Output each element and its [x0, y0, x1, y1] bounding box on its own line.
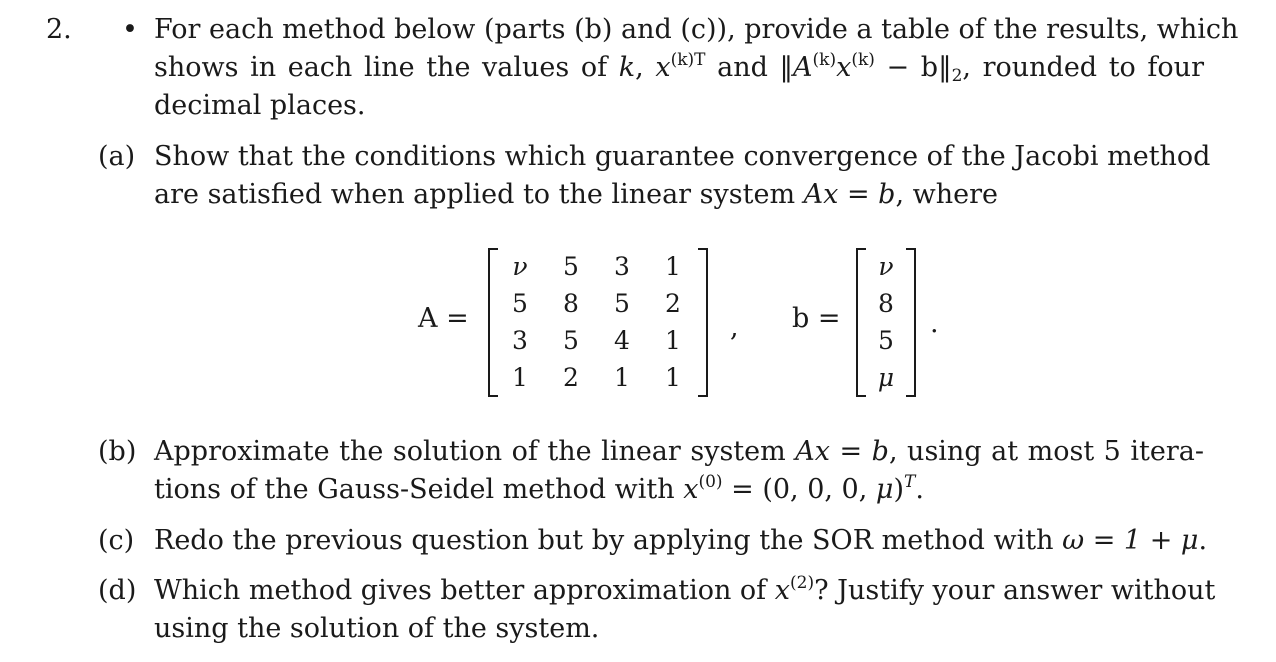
x2-term: $x^{(2)}$: [774, 573, 815, 606]
part-d-label: (d): [98, 575, 137, 606]
part-a-equation: Ax = b: [803, 179, 896, 210]
part-b-line-1: Approximate the solution of the linear system Ax = b, using at most 5 itera-: [154, 436, 1204, 467]
matrix-a-cell: 1: [665, 326, 681, 355]
residual-norm: $‖A^{(k)}x^{(k)}$ − $b‖_2$: [779, 50, 963, 86]
matrix-a-cell: 1: [665, 252, 681, 281]
rounded-text: , rounded to four: [962, 52, 1204, 83]
matrix-a-cell: 1: [665, 363, 681, 392]
bullet-line-3: decimal places.: [154, 90, 366, 121]
x0-term: $x^{(0)}$: [683, 472, 723, 505]
matrix-a-cell: 5: [563, 326, 579, 355]
part-b-line-2: tions of the Gauss-Seidel method with $x^{(0)} = (0$, 0, 0, μ)$^T$.: [154, 472, 924, 505]
matrix-a-cell: 1: [614, 363, 630, 392]
matrix-a-cell: ν: [512, 252, 528, 281]
matrix-a-cell: 5: [512, 289, 528, 318]
matrix-a-cell: 8: [563, 289, 579, 318]
matrix-a-cell: 5: [563, 252, 579, 281]
part-d-line-2: using the solution of the system.: [154, 613, 600, 644]
vector-b-left-bracket: [856, 248, 866, 397]
matrix-a-cell: 5: [614, 289, 630, 318]
vector-b-label: b =: [792, 303, 841, 334]
vector-b: [856, 248, 916, 397]
vector-b-cell: 8: [878, 289, 894, 318]
matrix-a-cell: 4: [614, 326, 630, 355]
k-symbol: k: [618, 52, 636, 83]
matrix-a-cell: 3: [512, 326, 528, 355]
part-d-line-1: Which method gives better approximation of $x^{(2)}$? Justify your answer without: [154, 573, 1216, 606]
matrix-a-cell: 1: [512, 363, 528, 392]
omega-equation: ω = 1 + μ: [1062, 525, 1199, 556]
part-a-line-1: Show that the conditions which guarantee convergence of the Jacobi method: [154, 141, 1211, 172]
matrix-a-cell: 3: [614, 252, 630, 281]
bullet-marker: •: [122, 14, 138, 45]
matrix-a-cell: 2: [563, 363, 579, 392]
question-number: 2.: [46, 14, 72, 45]
vector-b-right-bracket: [906, 248, 916, 397]
and-word: and: [717, 52, 768, 83]
matrix-a-label: A =: [418, 303, 469, 334]
matrix-a-left-bracket: [488, 248, 498, 397]
part-a-line-2: are satisfied when applied to the linear system Ax = b, where: [154, 179, 998, 210]
bullet-line-1: For each method below (parts (b) and (c)), provide a table of the results, which: [154, 14, 1239, 45]
equation-period: .: [930, 308, 939, 339]
matrix-a-cell: 2: [665, 289, 681, 318]
vector-b-cell: 5: [878, 326, 894, 355]
vector-b-cell: μ: [877, 363, 895, 392]
matrix-a: [488, 248, 708, 397]
matrix-a-right-bracket: [698, 248, 708, 397]
matrix-separator: ,: [730, 312, 739, 343]
part-a-label: (a): [98, 141, 136, 172]
part-b-equation: Ax = b: [795, 436, 889, 467]
bullet-line-2-text: shows in each line the values of: [154, 52, 608, 83]
part-c-label: (c): [98, 525, 135, 556]
bullet-line-2: shows in each line the values of k, $x^{(k)T}$ and $‖A^{(k)}x^{(k)}$ − $b‖_2$, rounded to four: [154, 50, 1204, 86]
vector-b-cell: ν: [878, 252, 894, 281]
part-b-label: (b): [98, 436, 137, 467]
x-kt-term: $x^{(k)T}$: [655, 50, 706, 83]
part-c-line: Redo the previous question but by applying the SOR method with ω = 1 + μ.: [154, 525, 1208, 556]
